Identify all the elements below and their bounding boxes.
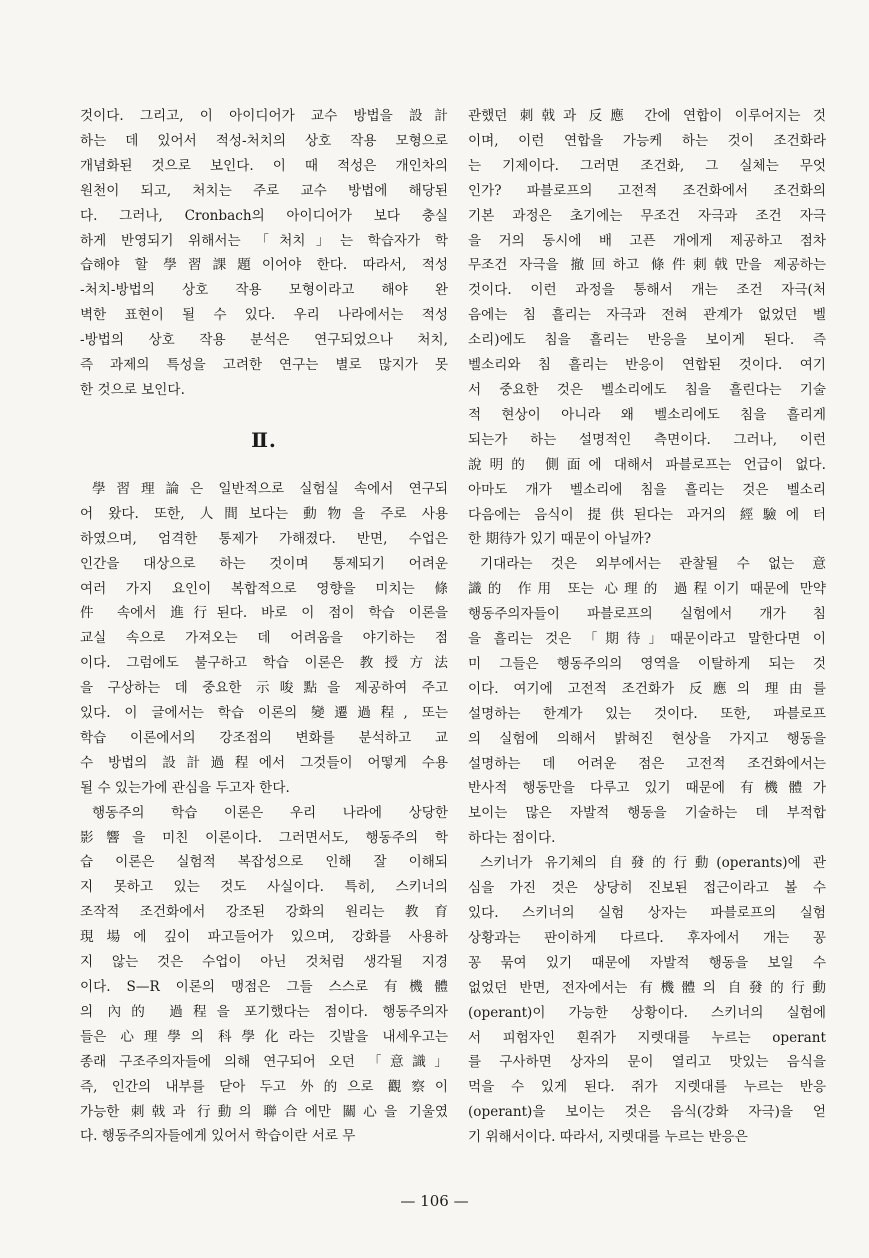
text-line: 스키너가 유기체의 自發的行動(operants)에 관 (480, 855, 826, 872)
text-line: -방법의 상호 작용 분석은 연구되었으나 처치, (80, 332, 448, 349)
section-heading: Ⅱ. (251, 427, 277, 452)
text-line: 影響을 미친 이론이다. 그러면서도, 행동주의 학 (80, 829, 448, 846)
text-line: 될 수 있는가에 관심을 두고자 한다. (80, 779, 290, 796)
text-line: 하다는 점이다. (468, 830, 556, 847)
text-line: 서 피험자인 흰쥐가 지렛대를 누르는 operant (468, 1029, 826, 1046)
text-line: 다. 행동주의자들에게 있어서 학습이란 서로 무 (80, 1128, 356, 1145)
text-line: 종래 구조주의자들에 의해 연구되어 오던 「意識」 (80, 1053, 448, 1070)
text-line: 여러 가지 요인이 복합적으로 영향을 미치는 條 (80, 580, 448, 597)
text-line: 說明的 側面에 대해서 파블로프는 언급이 없다. (468, 456, 826, 473)
paragraph (80, 477, 448, 801)
text-line: 벽한 표현이 될 수 있다. 우리 나라에서는 적성 (80, 307, 448, 324)
text-line: 조작적 조건화에서 강조된 강화의 원리는 教育 (80, 904, 448, 921)
text-line: 現場에 깊이 파고들어가 있으며, 강화를 사용하 (80, 929, 448, 946)
text-line: 지 않는 것은 수업이 아닌 것처럼 생각될 지경 (80, 954, 448, 971)
text-line: 기 위해서이다. 따라서, 지렛대를 누르는 반응은 (468, 1129, 748, 1146)
text-line: 이다. S—R 이론의 맹점은 그들 스스로 有機體 (80, 979, 448, 995)
text-line: 음에는 침 흘리는 자극과 전혀 관계가 없었던 벨 (468, 307, 826, 324)
text-line: 의 內的 過程을 포기했다는 점이다. 행동주의자 (80, 1003, 448, 1020)
text-line: 다음에는 음식이 提供된다는 과거의 經驗에 터 (468, 506, 826, 523)
text-line: 件 속에서 進行된다. 바로 이 점이 학습 이론을 (80, 605, 448, 622)
paragraph (468, 851, 826, 1150)
text-line: 먹을 수 있게 된다. 쥐가 지렛대를 누르는 반응 (468, 1079, 826, 1096)
text-line: 행동주의 학습 이론은 우리 나라에 상당한 (92, 804, 448, 821)
text-line: 하였으며, 엄격한 통제가 가해졌다. 반면, 수업은 (80, 530, 448, 547)
left-column (80, 104, 448, 1149)
text-line: 을 구상하는 데 중요한 示唆點을 제공하여 주고 (80, 680, 448, 697)
text-line: 지 못하고 있는 것도 사실이다. 특히, 스키너의 (80, 879, 448, 896)
right-column (468, 104, 826, 1150)
text-line: 를 구사하면 상자의 문이 열리고 맛있는 음식을 (468, 1054, 826, 1071)
text-line: 설명하는 한계가 있는 것이다. 또한, 파블로프 (468, 705, 826, 722)
text-line: 學習理論은 일반적으로 실험실 속에서 연구되 (92, 480, 448, 497)
text-line: 적 현상이 아니라 왜 벨소리에도 침을 흘리게 (468, 406, 826, 423)
text-line: 는 기제이다. 그러면 조건화, 그 실체는 무엇 (468, 157, 826, 174)
text-line: 들은 心理學의 科學化라는 깃발을 내세우고는 (80, 1028, 448, 1045)
text-line: 반사적 행동만을 다루고 있기 때문에 有機體가 (468, 780, 826, 797)
text-line: -처치-방법의 상호 작용 모형이라고 해야 완 (80, 282, 448, 299)
text-line: 원천이 되고, 처치는 주로 교수 방법에 해당된 (80, 182, 448, 199)
text-line: 가능한 刺戟과 行動의 聯合에만 關心을 기울였 (80, 1103, 448, 1120)
text-line: 즉 과제의 특성을 고려한 연구는 별로 많지가 못 (80, 357, 448, 374)
text-line: 있다. 스키너의 실험 상자는 파블로프의 실험 (468, 905, 826, 921)
paragraph-continued (468, 104, 826, 552)
text-line: 상황과는 판이하게 다르다. 후자에서 개는 꽁 (468, 929, 826, 946)
text-line: 기본 과정은 초기에는 무조건 자극과 조건 자극 (468, 207, 826, 224)
text-line: 의 실험에 의해서 밝혀진 현상을 가지고 행동을 (468, 730, 826, 747)
text-line: 이며, 이런 연합을 가능케 하는 것이 조건화라 (468, 132, 826, 149)
text-line: 심을 가진 것은 상당히 진보된 접근이라고 볼 수 (468, 880, 826, 897)
text-line: 있다. 이 글에서는 학습 이론의 變遷過程, 또는 (80, 705, 448, 722)
text-line: (operant)이 가능한 상황이다. 스키너의 실험에 (468, 1004, 826, 1021)
text-line: 즉, 인간의 내부를 닫아 두고 外的으로 觀察이 (80, 1078, 448, 1095)
text-line: 습 이론은 실험적 복잡성으로 인해 잘 이해되 (80, 854, 448, 871)
text-line: 을 거의 동시에 배 고픈 개에게 제공하고 점차 (468, 232, 826, 249)
paragraph-continued (80, 104, 448, 403)
text-line: 소리)에도 침을 흘리는 반응을 보이게 된다. 즉 (468, 332, 826, 349)
text-line: 識的 作用 또는 心理的 過程이기 때문에 만약 (468, 581, 826, 598)
text-line: 것이다. 이런 과정을 통해서 개는 조건 자극(처 (468, 282, 826, 299)
paragraph (80, 801, 448, 1150)
paragraph (468, 552, 826, 851)
text-line: 한 것으로 보인다. (80, 381, 185, 398)
text-line: 하는 데 있어서 적성-처치의 상호 작용 모형으로 (80, 132, 448, 149)
text-line: 이다. 여기에 고전적 조건화가 反應의 理由를 (468, 680, 826, 697)
text-line: 보이는 많은 자발적 행동을 기술하는 데 부적합 (468, 805, 826, 822)
text-line: 교실 속으로 가져오는 데 어려움을 야기하는 점 (80, 630, 448, 647)
text-line: 을 흘리는 것은 「期待」때문이라고 말한다면 이 (468, 631, 826, 648)
text-line: 아마도 개가 벨소리에 침을 흘리는 것은 벨소리 (468, 481, 826, 498)
text-line: 무조건 자극을 撤回하고 條件刺戟만을 제공하는 (468, 257, 826, 274)
text-line: 개념화된 것으로 보인다. 이 때 적성은 개인차의 (80, 157, 448, 174)
text-line: (operant)을 보이는 것은 음식(강화 자극)을 얻 (468, 1104, 826, 1121)
text-line: 되는가 하는 설명적인 측면이다. 그러나, 이런 (468, 431, 826, 448)
text-line: 인간을 대상으로 하는 것이며 통제되기 어려운 (80, 555, 448, 572)
text-line: 서 중요한 것은 벨소리에도 침을 흘린다는 기술 (468, 381, 826, 398)
text-line: 한 期待가 있기 때문이 아닐까? (468, 531, 652, 548)
text-line: 수 방법의 設計過程에서 그것들이 어떻게 수용 (80, 754, 448, 771)
text-line: 어 왔다. 또한, 人間보다는 動物을 주로 사용 (80, 505, 448, 522)
text-line: 습해야 할 學習課題이어야 한다. 따라서, 적성 (80, 257, 448, 274)
text-line: 없었던 반면, 전자에서는 有機體의 自發的行動 (468, 979, 826, 996)
text-line: 꽁 묶여 있기 때문에 자발적 행동을 보일 수 (468, 954, 826, 971)
text-line: 벨소리와 침 흘리는 반응이 연합된 것이다. 여기 (468, 357, 826, 374)
text-line: 학습 이론에서의 강조점의 변화를 분석하고 교 (80, 729, 448, 746)
text-line: 관했던 刺戟과 反應 간에 연합이 이루어지는 것 (468, 108, 826, 124)
text-line: 행동주의자들이 파블로프의 실험에서 개가 침 (468, 606, 826, 623)
text-line: 이다. 그럼에도 불구하고 학습 이론은 教授方法 (80, 655, 448, 672)
text-line: 기대라는 것은 외부에서는 관찰될 수 없는 意 (480, 556, 826, 573)
text-line: 것이다. 그리고, 이 아이디어가 교수 방법을 設計 (80, 108, 448, 124)
page-number: — 106 — (400, 1192, 469, 1210)
text-line: 인가? 파블로프의 고전적 조건화에서 조건화의 (468, 182, 826, 199)
text-line: 미 그들은 행동주의의 영역을 이탈하게 되는 것 (468, 655, 826, 672)
text-line: 설명하는 데 어려운 점은 고전적 조건화에서는 (468, 755, 826, 772)
text-line: 하게 반영되기 위해서는 「처치」는 학습자가 학 (80, 232, 448, 249)
text-line: 다. 그러나, Cronbach의 아이디어가 보다 충실 (80, 207, 448, 224)
